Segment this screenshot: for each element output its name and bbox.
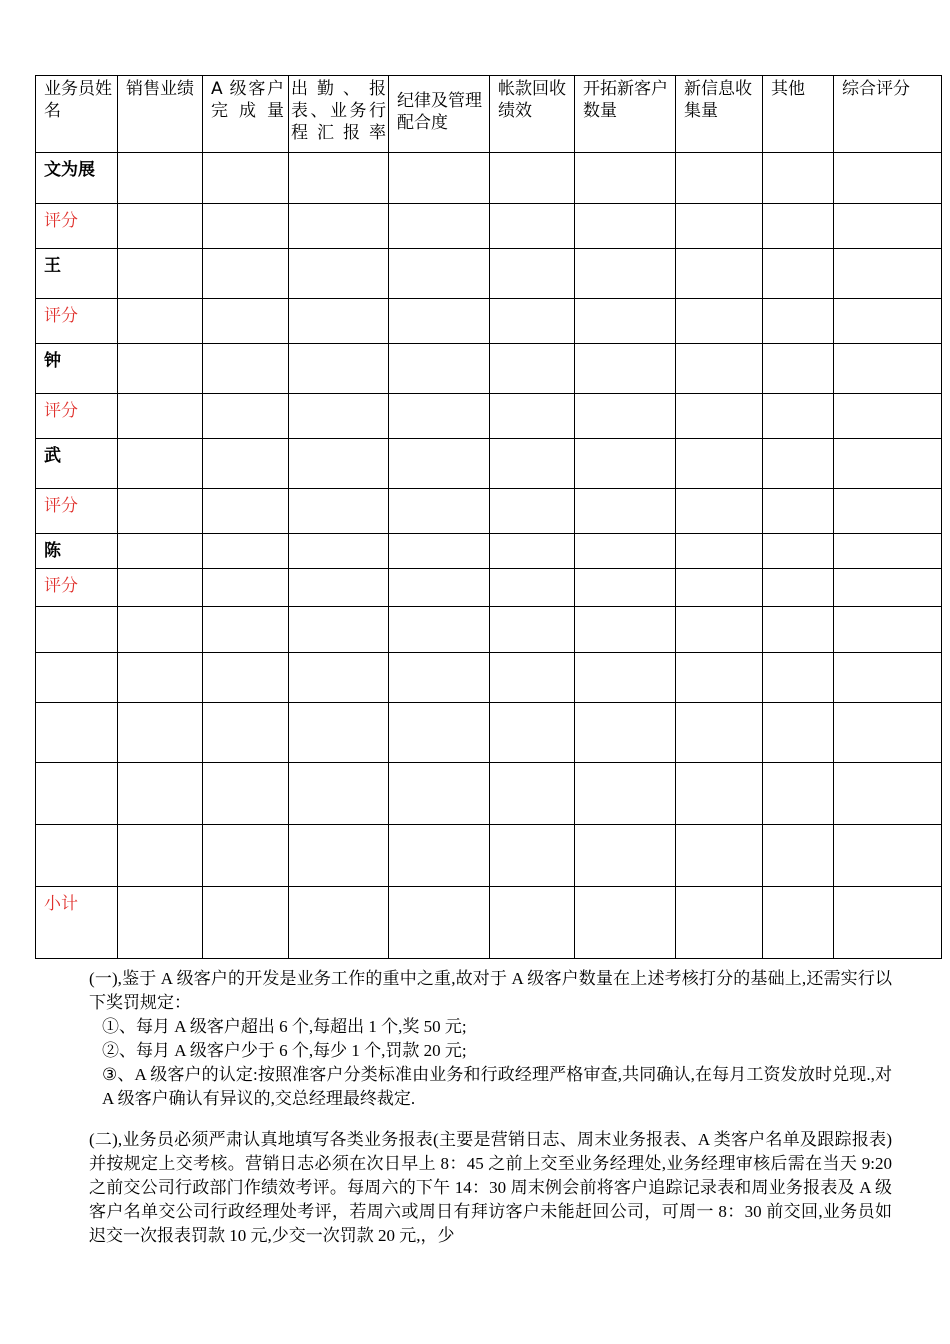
table-cell [289, 653, 389, 703]
table-row [36, 249, 942, 299]
table-cell [575, 299, 676, 344]
table-cell [676, 204, 763, 249]
table-cell [834, 439, 942, 489]
table-cell [118, 489, 203, 534]
table-cell [490, 763, 575, 825]
row-label-cell: 评分 [36, 489, 118, 534]
table-cell [575, 249, 676, 299]
table-cell [676, 489, 763, 534]
table-cell [763, 344, 834, 394]
table-cell [203, 489, 289, 534]
table-row [36, 153, 942, 204]
table-cell [763, 653, 834, 703]
table-cell [763, 534, 834, 569]
table-row [36, 825, 942, 887]
table-cell [118, 394, 203, 439]
table-row [36, 763, 942, 825]
row-label-cell: 文为展 [36, 153, 118, 204]
table-cell [575, 344, 676, 394]
header-cell: 其他 [763, 76, 834, 153]
table-cell [676, 703, 763, 763]
rule-item-2: ②、每月 A 级客户少于 6 个,每少 1 个,罚款 20 元; [102, 1041, 467, 1060]
header-cell: 纪律及管理配合度 [389, 76, 490, 153]
table-cell [490, 887, 575, 959]
table-cell [834, 569, 942, 607]
table-cell [676, 249, 763, 299]
table-row [36, 204, 942, 249]
table-cell [389, 703, 490, 763]
table-row [36, 439, 942, 489]
row-label-cell [36, 825, 118, 887]
table-cell [118, 204, 203, 249]
table-cell [834, 394, 942, 439]
table-row [36, 344, 942, 394]
table-cell [763, 153, 834, 204]
header-cell: 开拓新客户数量 [575, 76, 676, 153]
table-cell [203, 439, 289, 489]
table-cell [834, 153, 942, 204]
table-cell [575, 653, 676, 703]
performance-table [35, 75, 942, 959]
table-cell [676, 153, 763, 204]
header-cell: A 级客户完成量 [203, 76, 289, 153]
row-label-cell: 钟 [36, 344, 118, 394]
table-cell [389, 344, 490, 394]
table-cell [834, 489, 942, 534]
table-cell [834, 653, 942, 703]
table-cell [490, 249, 575, 299]
table-cell [763, 569, 834, 607]
table-cell [676, 569, 763, 607]
table-cell [763, 394, 834, 439]
table-cell [490, 825, 575, 887]
table-cell [490, 204, 575, 249]
table-cell [118, 653, 203, 703]
table-cell [490, 153, 575, 204]
table-cell [203, 153, 289, 204]
table-cell [575, 763, 676, 825]
table-cell [763, 249, 834, 299]
table-cell [575, 394, 676, 439]
table-cell [676, 439, 763, 489]
table-cell [834, 607, 942, 653]
table-cell [118, 763, 203, 825]
table-cell [763, 887, 834, 959]
table-cell [389, 204, 490, 249]
row-label-cell: 评分 [36, 204, 118, 249]
table-cell [118, 607, 203, 653]
table-cell [575, 703, 676, 763]
header-cell: 销售业绩 [118, 76, 203, 153]
section1-intro: (一),鉴于 A 级客户的开发是业务工作的重中之重,故对于 A 级客户数量在上述考核打分的基础上,还需实行以下奖罚规定： [89, 969, 892, 1012]
table-cell [289, 887, 389, 959]
table-cell [389, 439, 490, 489]
rule-item-3: ③、A 级客户的认定:按照准客户分类标准由业务和行政经理严格审查,共同确认,在每月工资发放时兑现.,对 A 级客户确认有异议的,交总经理最终裁定. [102, 1065, 892, 1108]
table-cell [203, 887, 289, 959]
table-cell [834, 534, 942, 569]
table-row [36, 887, 942, 959]
table-cell [289, 607, 389, 653]
section2-text: (二),业务员必须严肃认真地填写各类业务报表(主要是营销日志、周末业务报表、A 类客户名单及跟踪报表)并按规定上交考核。营销日志必须在次日早上 8：45 之前上交至业务经理处,业务经理审核后需在当天 9:20 之前交公司行政部门作绩效考评。每周六的下午 14：30 周末例会前将客户追踪记录表和周业务报表及 A 级客户名单交公司行政经理处考评，若周六或周日有拜访客户未能赶回公司，可周一 8：30 前交回,业务员如迟交一次报表罚款 10 元,少交一次罚款 20 元,，少 [89, 1130, 892, 1245]
table-cell [389, 153, 490, 204]
table-cell [763, 299, 834, 344]
table-cell [676, 394, 763, 439]
table-row [36, 569, 942, 607]
row-label-cell [36, 607, 118, 653]
table-cell [289, 249, 389, 299]
row-label-cell [36, 703, 118, 763]
table-cell [203, 763, 289, 825]
table-cell [389, 887, 490, 959]
table-cell [575, 439, 676, 489]
table-cell [676, 763, 763, 825]
table-cell [676, 607, 763, 653]
table-cell [676, 299, 763, 344]
table-cell [763, 489, 834, 534]
table-cell [490, 439, 575, 489]
table-row [36, 299, 942, 344]
table-cell [289, 299, 389, 344]
table-cell [490, 344, 575, 394]
reward-penalty-section [89, 967, 892, 1111]
table-cell [389, 489, 490, 534]
table-cell [834, 204, 942, 249]
table-row [36, 653, 942, 703]
table-cell [834, 887, 942, 959]
table-cell [203, 703, 289, 763]
table-body [36, 153, 942, 959]
table-cell [289, 394, 389, 439]
row-label-cell: 评分 [36, 394, 118, 439]
table-cell [490, 394, 575, 439]
report-rules-section [89, 1128, 892, 1248]
header-cell: 新信息收集量 [676, 76, 763, 153]
table-cell [203, 825, 289, 887]
table-cell [289, 344, 389, 394]
table-cell [118, 703, 203, 763]
header-cell: 出勤、报表、业务行程汇报率 [289, 76, 389, 153]
table-cell [575, 825, 676, 887]
table-cell [118, 439, 203, 489]
table-cell [289, 763, 389, 825]
table-cell [389, 394, 490, 439]
table-cell [203, 607, 289, 653]
table-cell [389, 825, 490, 887]
table-cell [389, 653, 490, 703]
row-label-cell [36, 763, 118, 825]
table-cell [575, 569, 676, 607]
table-cell [118, 825, 203, 887]
table-cell [575, 534, 676, 569]
rule-item-1: ①、每月 A 级客户超出 6 个,每超出 1 个,奖 50 元; [102, 1017, 467, 1036]
table-cell [834, 825, 942, 887]
table-row [36, 607, 942, 653]
row-label-cell: 王 [36, 249, 118, 299]
table-cell [289, 534, 389, 569]
table-cell [490, 299, 575, 344]
row-label-cell: 武 [36, 439, 118, 489]
table-cell [763, 607, 834, 653]
table-cell [575, 489, 676, 534]
table-cell [203, 299, 289, 344]
table-cell [834, 763, 942, 825]
table-cell [389, 249, 490, 299]
table-cell [763, 439, 834, 489]
table-cell [203, 344, 289, 394]
table-cell [834, 249, 942, 299]
table-cell [118, 534, 203, 569]
table-cell [763, 763, 834, 825]
table-cell [118, 569, 203, 607]
table-row [36, 703, 942, 763]
table-cell [575, 153, 676, 204]
row-label-cell: 陈 [36, 534, 118, 569]
table-row [36, 394, 942, 439]
table-cell [575, 607, 676, 653]
table-cell [118, 299, 203, 344]
table-cell [203, 653, 289, 703]
table-cell [763, 703, 834, 763]
table-cell [575, 887, 676, 959]
table-cell [289, 569, 389, 607]
header-cell: 综合评分 [834, 76, 942, 153]
table-cell [118, 887, 203, 959]
table-cell [118, 249, 203, 299]
table-cell [389, 534, 490, 569]
header-cell: 帐款回收绩效 [490, 76, 575, 153]
table-cell [389, 763, 490, 825]
table-cell [676, 825, 763, 887]
table-cell [203, 249, 289, 299]
table-cell [389, 607, 490, 653]
table-cell [676, 344, 763, 394]
header-row [36, 76, 942, 153]
table-cell [389, 569, 490, 607]
table-cell [490, 703, 575, 763]
table-cell [289, 153, 389, 204]
table-cell [289, 204, 389, 249]
table-cell [118, 153, 203, 204]
table-cell [118, 344, 203, 394]
table-cell [763, 825, 834, 887]
row-label-cell: 小计 [36, 887, 118, 959]
table-cell [676, 887, 763, 959]
table-cell [490, 534, 575, 569]
row-label-cell [36, 653, 118, 703]
table-cell [676, 653, 763, 703]
table-cell [490, 653, 575, 703]
table-cell [203, 534, 289, 569]
table-cell [490, 607, 575, 653]
header-cell: 业务员姓名 [36, 76, 118, 153]
table-cell [289, 703, 389, 763]
table-row [36, 489, 942, 534]
table-cell [389, 299, 490, 344]
table-cell [289, 439, 389, 489]
row-label-cell: 评分 [36, 569, 118, 607]
table-cell [834, 344, 942, 394]
table-cell [834, 299, 942, 344]
table-cell [289, 825, 389, 887]
table-row [36, 534, 942, 569]
table-cell [203, 569, 289, 607]
table-cell [203, 394, 289, 439]
table-cell [203, 204, 289, 249]
table-cell [289, 489, 389, 534]
table-cell [834, 703, 942, 763]
table-cell [763, 204, 834, 249]
table-cell [575, 204, 676, 249]
row-label-cell: 评分 [36, 299, 118, 344]
table-cell [676, 534, 763, 569]
table-cell [490, 489, 575, 534]
table-cell [490, 569, 575, 607]
